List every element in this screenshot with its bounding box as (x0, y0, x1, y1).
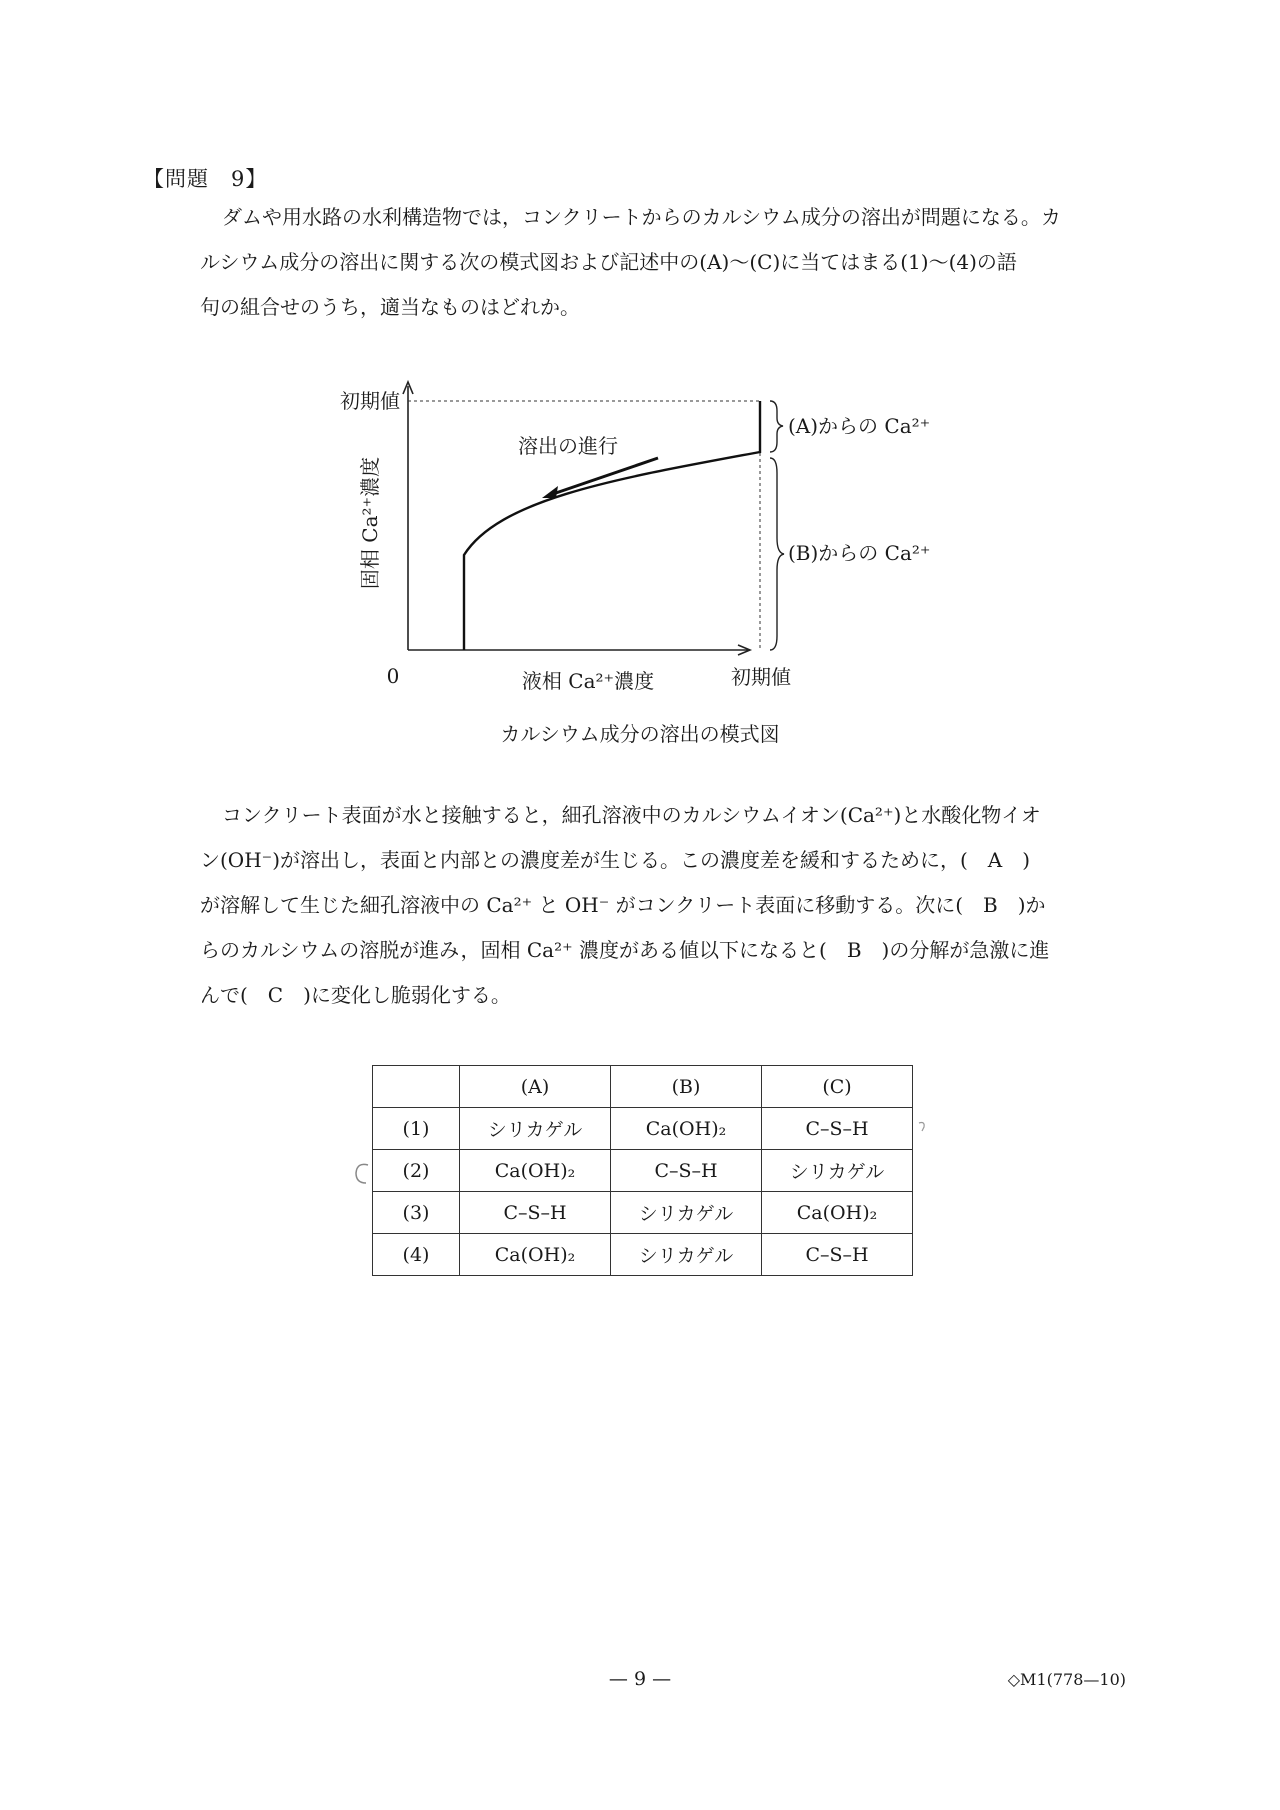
document-code: ◇M1(778—10) (1007, 1670, 1126, 1689)
table-cell: Ca(OH)₂ (762, 1192, 913, 1234)
table-cell: C–S–H (762, 1234, 913, 1276)
table-cell: シリカゲル (611, 1234, 762, 1276)
leaching-arrowhead (542, 486, 558, 498)
arrow-label: 溶出の進行 (518, 434, 618, 458)
y-top-label: 初期値 (340, 389, 400, 413)
x-end-label: 初期値 (731, 665, 791, 689)
table-cell: Ca(OH)₂ (611, 1108, 762, 1150)
x-axis-label: 液相 Ca²⁺濃度 (521, 669, 655, 693)
figure-caption: カルシウム成分の溶出の模式図 (500, 722, 780, 746)
table-header-cell: (B) (611, 1066, 762, 1108)
options-table (372, 1065, 913, 1276)
body-line: コンクリート表面が水と接触すると，細孔溶液中のカルシウムイオン(Ca²⁺)と水酸化物イオ (222, 803, 1041, 827)
table-row (373, 1150, 913, 1192)
brace-a-label: (A)からの Ca²⁺ (788, 414, 931, 438)
pencil-circle-mark (352, 1160, 374, 1188)
table-header-cell: (A) (460, 1066, 611, 1108)
leaching-schematic (320, 378, 960, 708)
origin-label: 0 (386, 664, 400, 688)
table-cell: シリカゲル (611, 1192, 762, 1234)
option-number: (1) (373, 1108, 460, 1150)
option-number: (4) (373, 1234, 460, 1276)
brace-b-label: (B)からの Ca²⁺ (788, 541, 931, 565)
table-header-row (373, 1066, 913, 1108)
table-row (373, 1108, 913, 1150)
intro-line: 句の組合せのうち，適当なものはどれか。 (200, 295, 580, 319)
table-cell: C–S–H (460, 1192, 611, 1234)
question-heading: 【問題 9】 (143, 167, 268, 191)
table-cell: C–S–H (611, 1150, 762, 1192)
table-cell: シリカゲル (762, 1150, 913, 1192)
body-line: が溶解して生じた細孔溶液中の Ca²⁺ と OH⁻ がコンクリート表面に移動する。次に( B )か (200, 893, 1046, 917)
body-line: ン(OH⁻)が溶出し，表面と内部との濃度差が生じる。この濃度差を緩和するために，( A ) (200, 848, 1031, 872)
question-intro (200, 195, 1120, 330)
intro-line: ダムや用水路の水利構造物では，コンクリートからのカルシウム成分の溶出が問題になる。カ (222, 205, 1061, 229)
table-header-cell: (C) (762, 1066, 913, 1108)
intro-line: ルシウム成分の溶出に関する次の模式図および記述中の(A)～(C)に当てはまる(1)～(4)の語 (200, 250, 1017, 274)
body-line: んで( C )に変化し脆弱化する。 (200, 983, 511, 1007)
page-number: — 9 — (608, 1668, 672, 1690)
table-cell: Ca(OH)₂ (460, 1234, 611, 1276)
option-number: (2) (373, 1150, 460, 1192)
table-row (373, 1192, 913, 1234)
body-line: らのカルシウムの溶脱が進み，固相 Ca²⁺ 濃度がある値以下になると( B )の分解が急激に進 (200, 938, 1050, 962)
table-header-cell (373, 1066, 460, 1108)
table-cell: C–S–H (762, 1108, 913, 1150)
table-cell: シリカゲル (460, 1108, 611, 1150)
table-row (373, 1234, 913, 1276)
pencil-tick-mark (916, 1119, 930, 1135)
body-text (200, 793, 1120, 1018)
option-number: (3) (373, 1192, 460, 1234)
brace-a (770, 401, 783, 452)
y-axis-label: 固相 Ca²⁺濃度 (358, 456, 382, 590)
leaching-direction-arrow (550, 458, 658, 495)
table-cell: Ca(OH)₂ (460, 1150, 611, 1192)
brace-b (770, 458, 784, 650)
